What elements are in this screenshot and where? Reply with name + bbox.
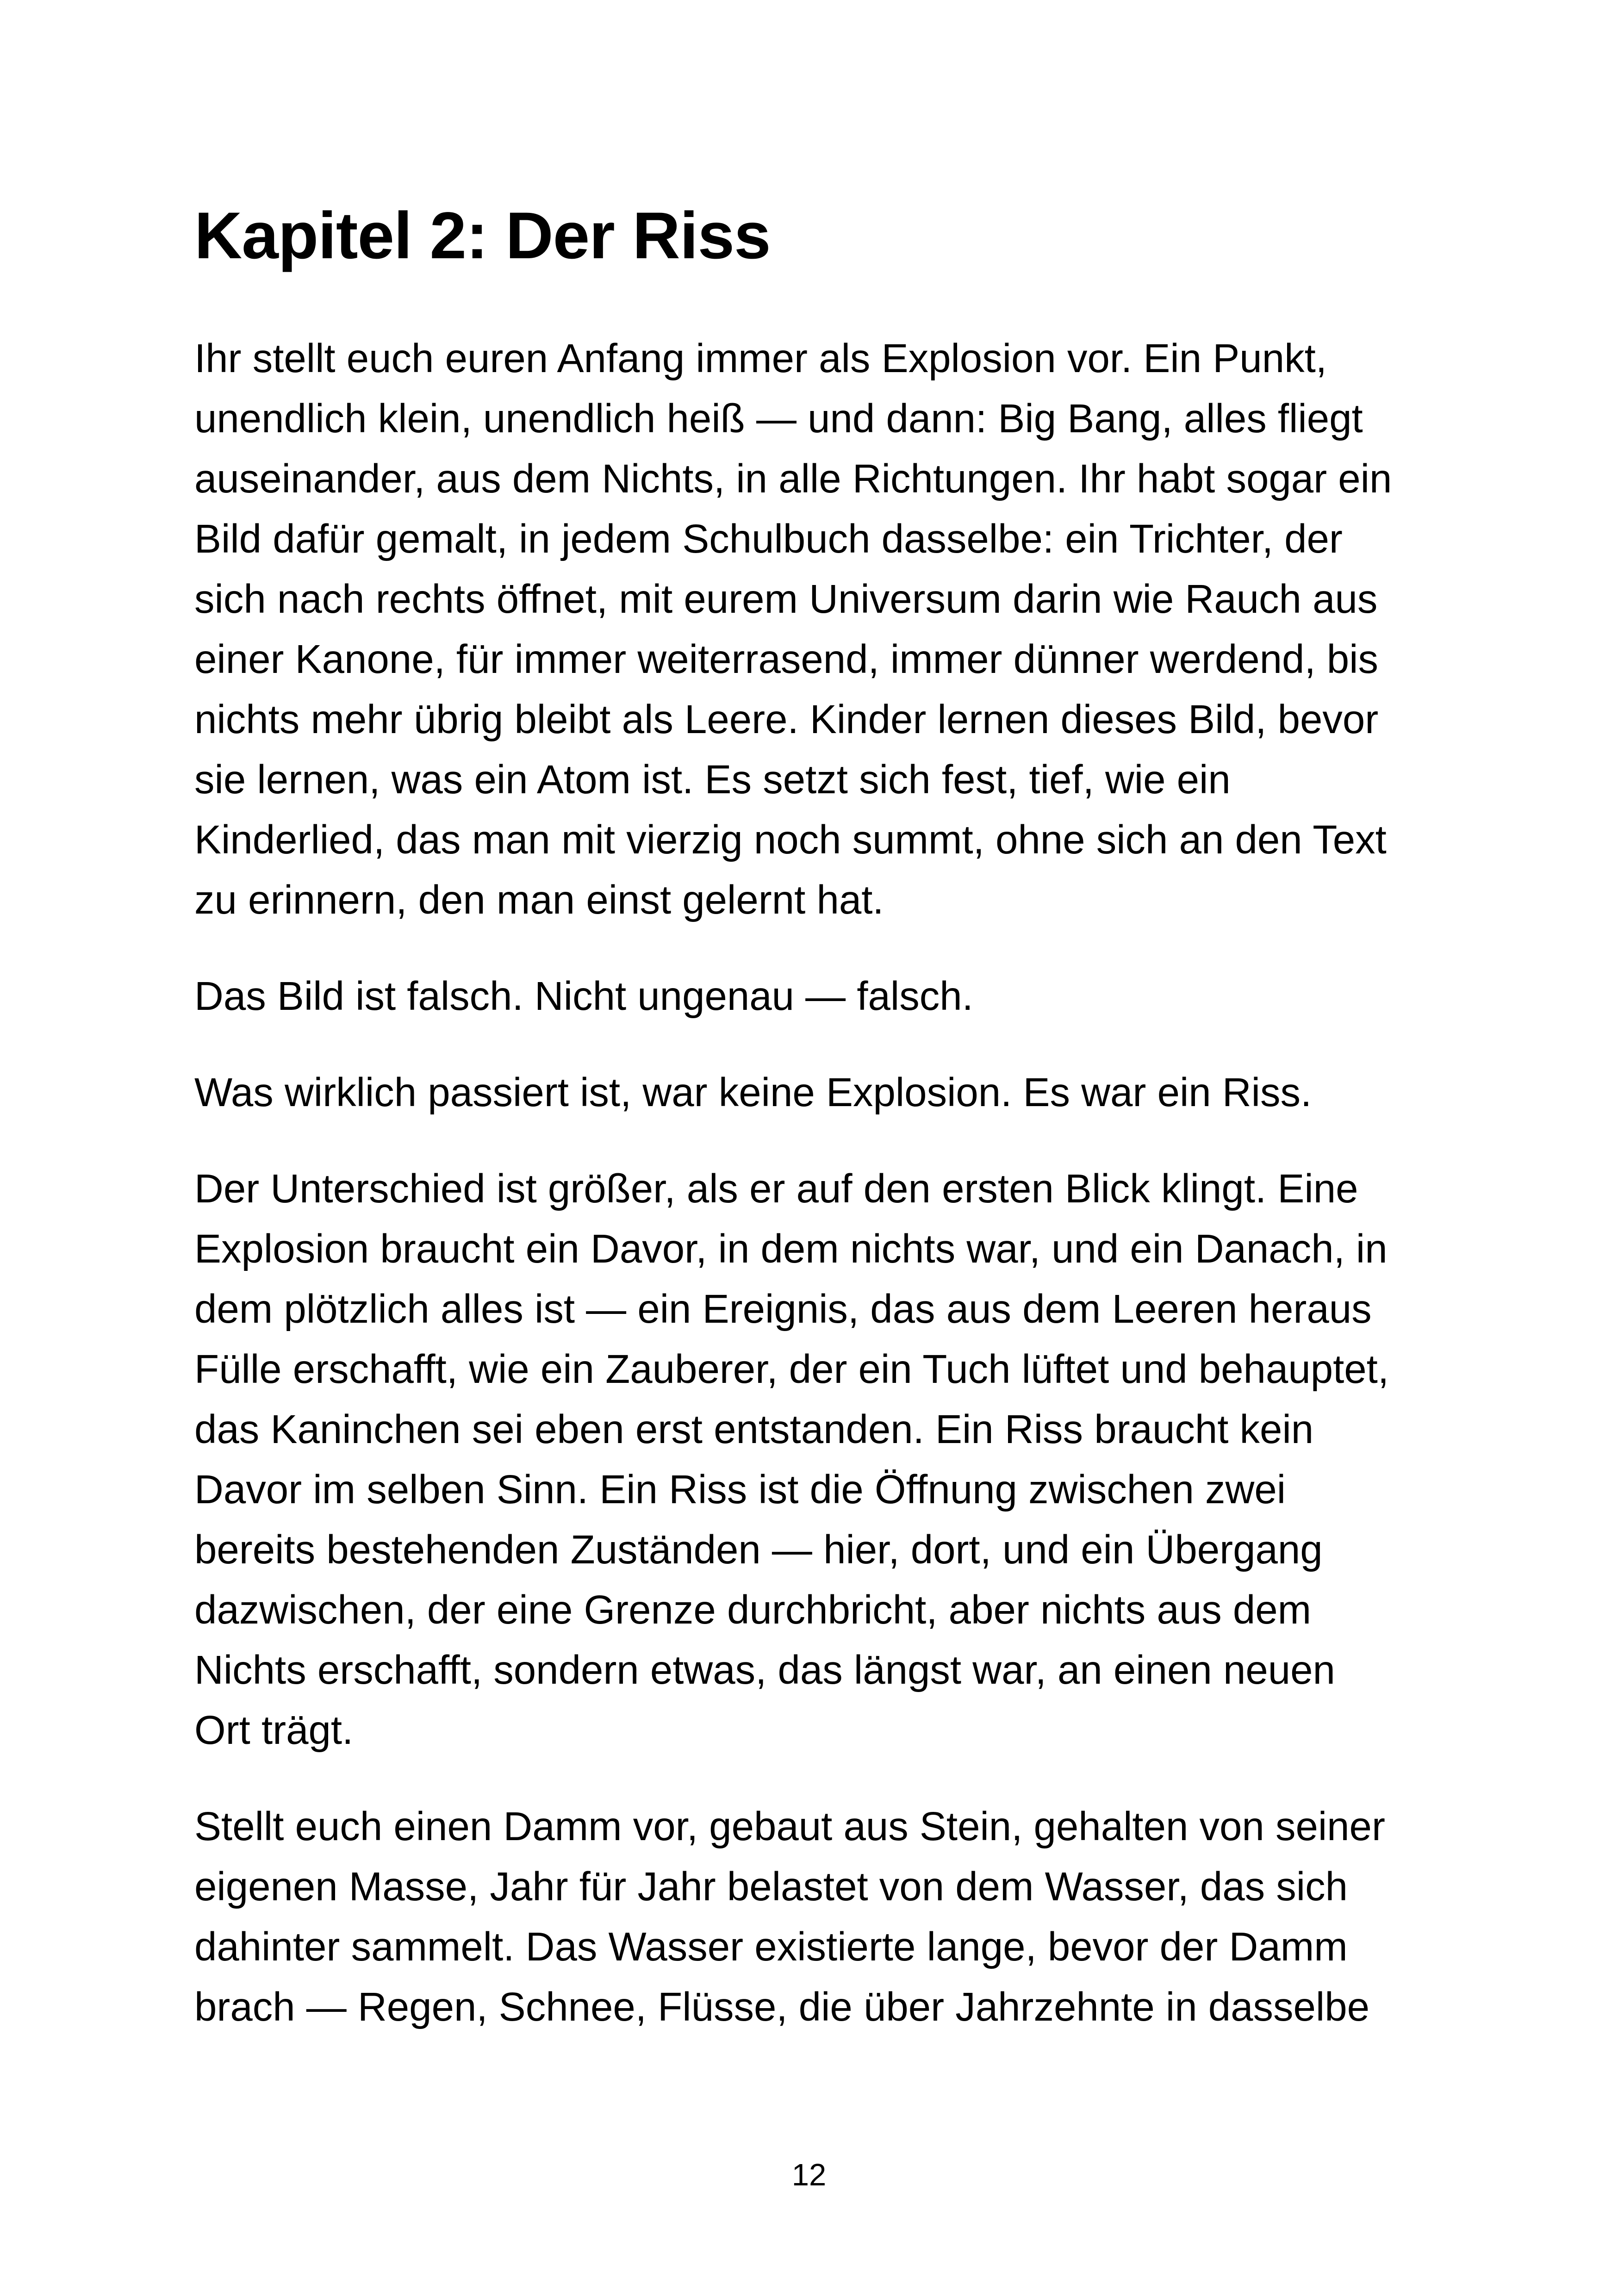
paragraph-spacer: [194, 1123, 1444, 1159]
text-line: das Kaninchen sei eben erst entstanden. Ein Riss braucht kein: [194, 1407, 1314, 1452]
text-line: Der Unterschied ist größer, als er auf den ersten Blick klingt. Eine: [194, 1166, 1358, 1211]
text-line: Fülle erschafft, wie ein Zauberer, der ein Tuch lüftet und behauptet,: [194, 1347, 1389, 1392]
text-line: eigenen Masse, Jahr für Jahr belastet von dem Wasser, das sich: [194, 1864, 1348, 1909]
paragraph-spacer: [194, 1761, 1444, 1797]
text-line: einer Kanone, für immer weiterrasend, immer dünner werdend, bis: [194, 637, 1379, 682]
text-line: dahinter sammelt. Das Wasser existierte lange, bevor der Damm: [194, 1924, 1348, 1969]
text-line: Nichts erschafft, sondern etwas, das längst war, an einen neuen: [194, 1648, 1335, 1692]
text-line: unendlich klein, unendlich heiß — und dann: Big Bang, alles fliegt: [194, 396, 1363, 441]
paragraph-spacer: [194, 930, 1444, 966]
text-line: auseinander, aus dem Nichts, in alle Richtungen. Ihr habt sogar ein: [194, 456, 1392, 501]
text-line: dazwischen, der eine Grenze durchbricht, aber nichts aus dem: [194, 1587, 1312, 1632]
paragraph-spacer: [194, 1027, 1444, 1063]
text-line: sich nach rechts öffnet, mit eurem Universum darin wie Rauch aus: [194, 577, 1378, 622]
paragraph: [194, 329, 1444, 930]
text-line: nichts mehr übrig bleibt als Leere. Kinder lernen dieses Bild, bevor: [194, 697, 1379, 742]
page-number: 12: [791, 2158, 827, 2192]
text-line: Explosion braucht ein Davor, in dem nichts war, und ein Danach, in: [194, 1226, 1388, 1271]
chapter-title: Kapitel 2: Der Riss: [194, 199, 771, 273]
text-line: Ort trägt.: [194, 1708, 354, 1753]
text-line: bereits bestehenden Zuständen — hier, dort, und ein Übergang: [194, 1527, 1323, 1572]
paragraph: [194, 1063, 1444, 1123]
text-line: Was wirklich passiert ist, war keine Explosion. Es war ein Riss.: [194, 1070, 1312, 1115]
text-line: Bild dafür gemalt, in jedem Schulbuch dasselbe: ein Trichter, der: [194, 516, 1343, 561]
text-line: Stellt euch einen Damm vor, gebaut aus Stein, gehalten von seiner: [194, 1804, 1385, 1849]
text-line: Das Bild ist falsch. Nicht ungenau — falsch.: [194, 974, 973, 1019]
text-line: brach — Regen, Schnee, Flüsse, die über Jahrzehnte in dasselbe: [194, 1985, 1370, 2029]
text-line: Kinderlied, das man mit vierzig noch summt, ohne sich an den Text: [194, 817, 1387, 862]
text-line: Ihr stellt euch euren Anfang immer als Explosion vor. Ein Punkt,: [194, 336, 1327, 381]
text-line: sie lernen, was ein Atom ist. Es setzt sich fest, tief, wie ein: [194, 757, 1231, 802]
paragraph: [194, 1159, 1444, 1761]
book-page: [194, 0, 1444, 2296]
text-line: dem plötzlich alles ist — ein Ereignis, das aus dem Leeren heraus: [194, 1287, 1372, 1332]
text-line: zu erinnern, den man einst gelernt hat.: [194, 877, 884, 922]
paragraph: [194, 1797, 1444, 2037]
paragraph: [194, 966, 1444, 1027]
chapter-body: [194, 329, 1444, 2037]
text-line: Davor im selben Sinn. Ein Riss ist die Öffnung zwischen zwei: [194, 1467, 1286, 1512]
